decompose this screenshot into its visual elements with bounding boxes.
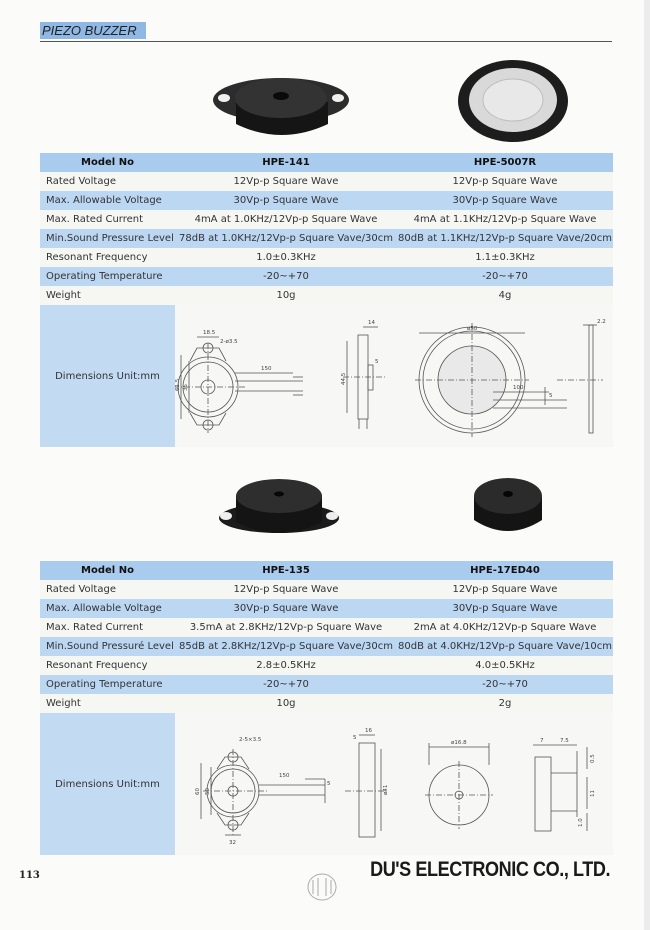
cell-value: 12Vp-p Square Wave [175,580,397,599]
row-label: Min.Sound Pressuré Level [40,637,175,656]
table-row [40,191,613,210]
cell-value: 10g [175,286,397,305]
dim-label: 0.5 [590,754,596,763]
cell-value: -20~+70 [175,267,397,286]
dimensions-row [40,305,613,447]
row-label: Rated Voltage [40,580,175,599]
cell-value: 1.1±0.3KHz [397,248,613,267]
row-label: Max. Rated Current [40,210,175,229]
dim-label: 150 [261,366,272,372]
dim-label: 11 [590,790,596,797]
dim-label: 50 [205,788,211,795]
row-label: Weight [40,286,175,305]
cell-value: 12Vp-p Square Wave [175,172,397,191]
hpe-135-dimension-drawing [175,713,397,855]
dim-label: 2.2 [597,319,606,325]
hpe-135-photo [216,474,342,544]
cell-value: 4mA at 1.0KHz/12Vp-p Square Wave [175,210,397,229]
cell-value: 12Vp-p Square Wave [397,580,613,599]
dim-label: 7 [540,738,544,744]
cell-value: 30Vp-p Square Wave [397,191,613,210]
cell-value: 3.5mA at 2.8KHz/12Vp-p Square Wave [175,618,397,637]
table-row [40,172,613,191]
table-row [40,694,613,713]
row-label: Min.Sound Pressure Level [40,229,175,248]
hpe-141-drawing-cell [175,305,397,447]
dim-label: 1.0 [578,818,584,827]
cell-value: -20~+70 [175,675,397,694]
dim-label: ø41 [383,784,389,795]
dim-label: 7.5 [560,738,569,744]
cell-value: 12Vp-p Square Wave [397,172,613,191]
table-row [40,267,613,286]
dim-label: 18.5 [203,330,216,336]
dim-label: 44.5 [341,372,347,385]
model-no-header: Model No [40,153,175,172]
cell-value: 1.0±0.3KHz [175,248,397,267]
dim-label: 150 [279,773,290,779]
dim-label: 2-ø3.5 [220,339,238,345]
table-row [40,656,613,675]
table-row [40,248,613,267]
table-row [40,286,613,305]
dim-label: 2-5×3.5 [239,737,262,743]
dim-label: 32 [229,840,236,846]
header-rule [40,41,612,42]
hpe-135-drawing-cell [175,713,397,855]
cell-value: 30Vp-p Square Wave [175,599,397,618]
row-label: Max. Allowable Voltage [40,191,175,210]
hpe-17ed40-dimension-drawing [397,713,613,855]
table-row [40,580,613,599]
cell-value: -20~+70 [397,267,613,286]
table-row [40,229,613,248]
row-label: Resonant Frequency [40,656,175,675]
row-label: Rated Voltage [40,172,175,191]
dimensions-label: Dimensions Unit:mm [40,713,175,855]
hpe-5007r-photo [456,58,570,144]
model-hpe-5007r: HPE-5007R [397,153,613,172]
dim-label: 61.5 [175,378,181,391]
row-label: Operating Temperature [40,675,175,694]
dim-label: 60 [195,788,201,795]
cell-value: 30Vp-p Square Wave [397,599,613,618]
row-label: Max. Allowable Voltage [40,599,175,618]
dim-label: 5 [549,393,553,399]
row-label: Weight [40,694,175,713]
table-row [40,637,613,656]
hpe-5007r-dimension-drawing [397,305,613,447]
company-logo-icon [306,872,338,902]
table-row [40,675,613,694]
dimensions-label: Dimensions Unit:mm [40,305,175,447]
row-label: Resonant Frequency [40,248,175,267]
spec-table-2 [40,561,613,855]
page-edge [644,0,650,930]
model-hpe-17ed40: HPE-17ED40 [397,561,613,580]
model-hpe-135: HPE-135 [175,561,397,580]
hpe-141-photo [210,62,352,146]
model-no-header: Model No [40,561,175,580]
cell-value: 80dB at 1.1KHz/12Vp-p Square Vave/20cm [397,229,613,248]
model-hpe-141: HPE-141 [175,153,397,172]
row-label: Operating Temperature [40,267,175,286]
hpe-141-dimension-drawing [175,305,397,447]
cell-value: 85dB at 2.8KHz/12Vp-p Square Vave/30cm [175,637,397,656]
table-header-row [40,153,613,172]
dim-label: ø50 [467,326,478,332]
cell-value: 30Vp-p Square Wave [175,191,397,210]
dim-label: 100 [513,385,524,391]
hpe-5007r-drawing-cell [397,305,613,447]
cell-value: 4.0±0.5KHz [397,656,613,675]
spec-table-1 [40,153,613,447]
cell-value: -20~+70 [397,675,613,694]
cell-value: 4mA at 1.1KHz/12Vp-p Square Wave [397,210,613,229]
cell-value: 2mA at 4.0KHz/12Vp-p Square Wave [397,618,613,637]
table-row [40,599,613,618]
table-row [40,618,613,637]
dim-label: 14 [368,320,375,326]
section-title: PIEZO BUZZER [40,22,146,39]
cell-value: 2.8±0.5KHz [175,656,397,675]
page-number: 113 [19,870,40,881]
hpe-17ed40-drawing-cell [397,713,613,855]
cell-value: 78dB at 1.0KHz/12Vp-p Square Vave/30cm [175,229,397,248]
cell-value: 80dB at 4.0KHz/12Vp-p Square Vave/10cm [397,637,613,656]
dim-label: 5 [327,781,331,787]
dim-label: ø16.8 [451,740,467,746]
cell-value: 4g [397,286,613,305]
dimensions-row [40,713,613,855]
hpe-17ed40-photo [470,474,546,538]
dim-label: 35 [183,384,189,391]
row-label: Max. Rated Current [40,618,175,637]
cell-value: 10g [175,694,397,713]
dim-label: 16 [365,728,372,734]
dim-label: 5 [375,359,379,365]
table-row [40,210,613,229]
dim-label: 5 [353,735,357,741]
table-header-row [40,561,613,580]
company-name: DU'S ELECTRONIC CO., LTD. [369,858,610,881]
cell-value: 2g [397,694,613,713]
